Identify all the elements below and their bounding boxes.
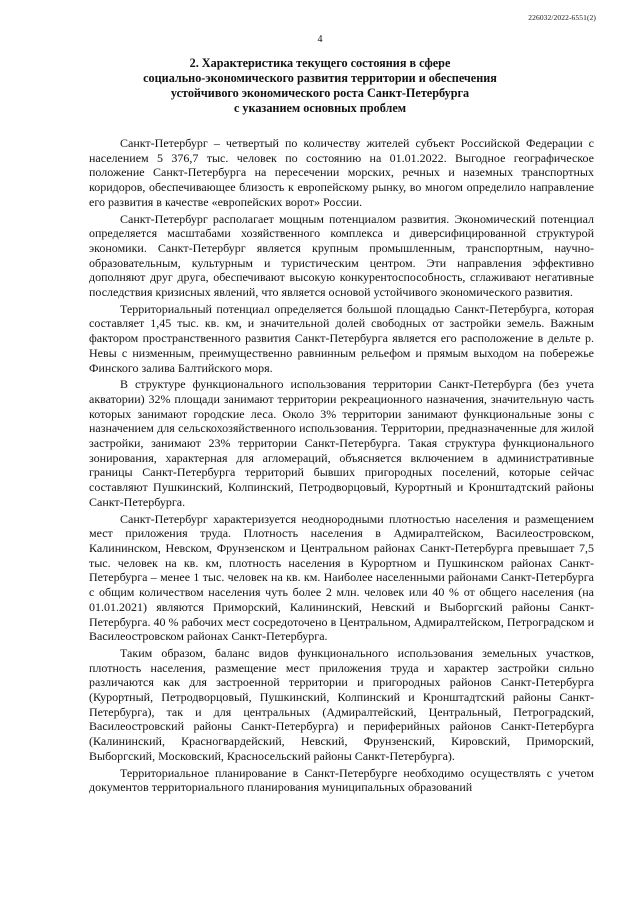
paragraph: Территориальный потенциал определяется большой площадью Санкт-Петербурга, которая составляет 1,45 тыс. кв. км, и значительной долей свободных от застройки земель. Важным фактором пространственного развития Санкт-Петербурга является его расположение в дельте р. Невы с низменным, преимущественно равнинным рельефом и прямым выходом на побережье Финского залива Балтийского моря. [89, 301, 594, 375]
paragraph: Таким образом, баланс видов функционального использования земельных участков, плотность населения, размещение мест приложения труда и характер застройки сильно различаются как для застроенной территории и пригородных районов Санкт-Петербурга (Курортный, Петродворцовый, Пушкинский, Колпинский и Кронштадтский районы Санкт-Петербурга), так и для центральных (Адмиралтейский, Центральный, Петроградский, Василеостровский районы Санкт-Петербурга) и периферийных районов Санкт-Петербурга (Калининский, Красногвардейский, Невский, Фрунзенский, Кировский, Приморский, Выборгский, Московский, Красносельский районы Санкт-Петербурга). [89, 645, 594, 763]
document-body [89, 136, 594, 797]
document-id: 226032/2022-6551(2) [528, 13, 596, 22]
paragraph: Санкт-Петербург – четвертый по количеству жителей субъект Российской Федерации с населением 5 376,7 тыс. человек по состоянию на 01.01.2022. Выгодное географическое положение Санкт-Петербурга на пересечении морских, речных и наземных транспортных коридоров, обеспечивающее близость к европейскому рынку, во многом определило направление его развития в качестве «европейских ворот» России. [89, 136, 594, 209]
heading-line: с указанием основных проблем [233, 101, 407, 115]
section-heading [110, 56, 530, 116]
paragraph: Санкт-Петербург располагает мощным потенциалом развития. Экономический потенциал определяется масштабами хозяйственного комплекса и диверсифицированной структурой экономики. Санкт-Петербург является крупным промышленным, транспортным, научно-образовательным, культурным и туристическим центром. Эти направления эффективно дополняют друг друга, обеспечивают высокую конкурентоспособность, сглаживают негативные последствия кризисных явлений, что является основой устойчивого экономического развития. [89, 211, 594, 300]
heading-line: социально-экономического развития территории и обеспечения [143, 71, 497, 85]
paragraph: Территориальное планирование в Санкт-Петербурге необходимо осуществлять с учетом документов территориального планирования муниципальных образований [89, 765, 594, 795]
page-number: 4 [317, 34, 323, 45]
paragraph: В структуре функционального использования территории Санкт-Петербурга (без учета акватории) 32% площади занимают территории рекреационного назначения, значительную часть которых занимают городские леса. Около 3% территории занимают функциональные зоны с назначением для сельскохозяйственного использования. Территории, предназначенные для жилой застройки, занимают 23% территории Санкт-Петербурга. Такая структура функционального зонирования, характерная для агломераций, объясняется включением в административные границы Санкт-Петербурга территорий бывших пригородных поселений, которые сейчас составляют Пушкинский, Колпинский, Петродворцовый, Курортный и Кронштадтский районы Санкт-Петербурга. [89, 377, 594, 509]
paragraph: Санкт-Петербург характеризуется неоднородными плотностью населения и размещением мест приложения труда. Плотность населения в Адмиралтейском, Василеостровском, Калининском, Невском, Фрунзенском и Центральном районах Санкт-Петербурга превышает 7,5 тыс. человек на кв. км, плотность населения в Курортном и Пушкинском районах Санкт-Петербурга – менее 1 тыс. человек на кв. км. Наиболее населенными районами Санкт-Петербурга с общим количеством населения чуть более 2 млн. человек или 40 % от общего населения (на 01.01.2021) являются Приморский, Калининский, Невский и Выборгский районы Санкт-Петербурга. 40 % рабочих мест сосредоточено в Центральном, Адмиралтейском, Петроградском и Василеостровском районах Санкт-Петербурга. [89, 511, 594, 644]
heading-line: устойчивого экономического роста Санкт-Петербурга [170, 86, 470, 100]
heading-line: 2. Характеристика текущего состояния в сфере [189, 56, 451, 70]
